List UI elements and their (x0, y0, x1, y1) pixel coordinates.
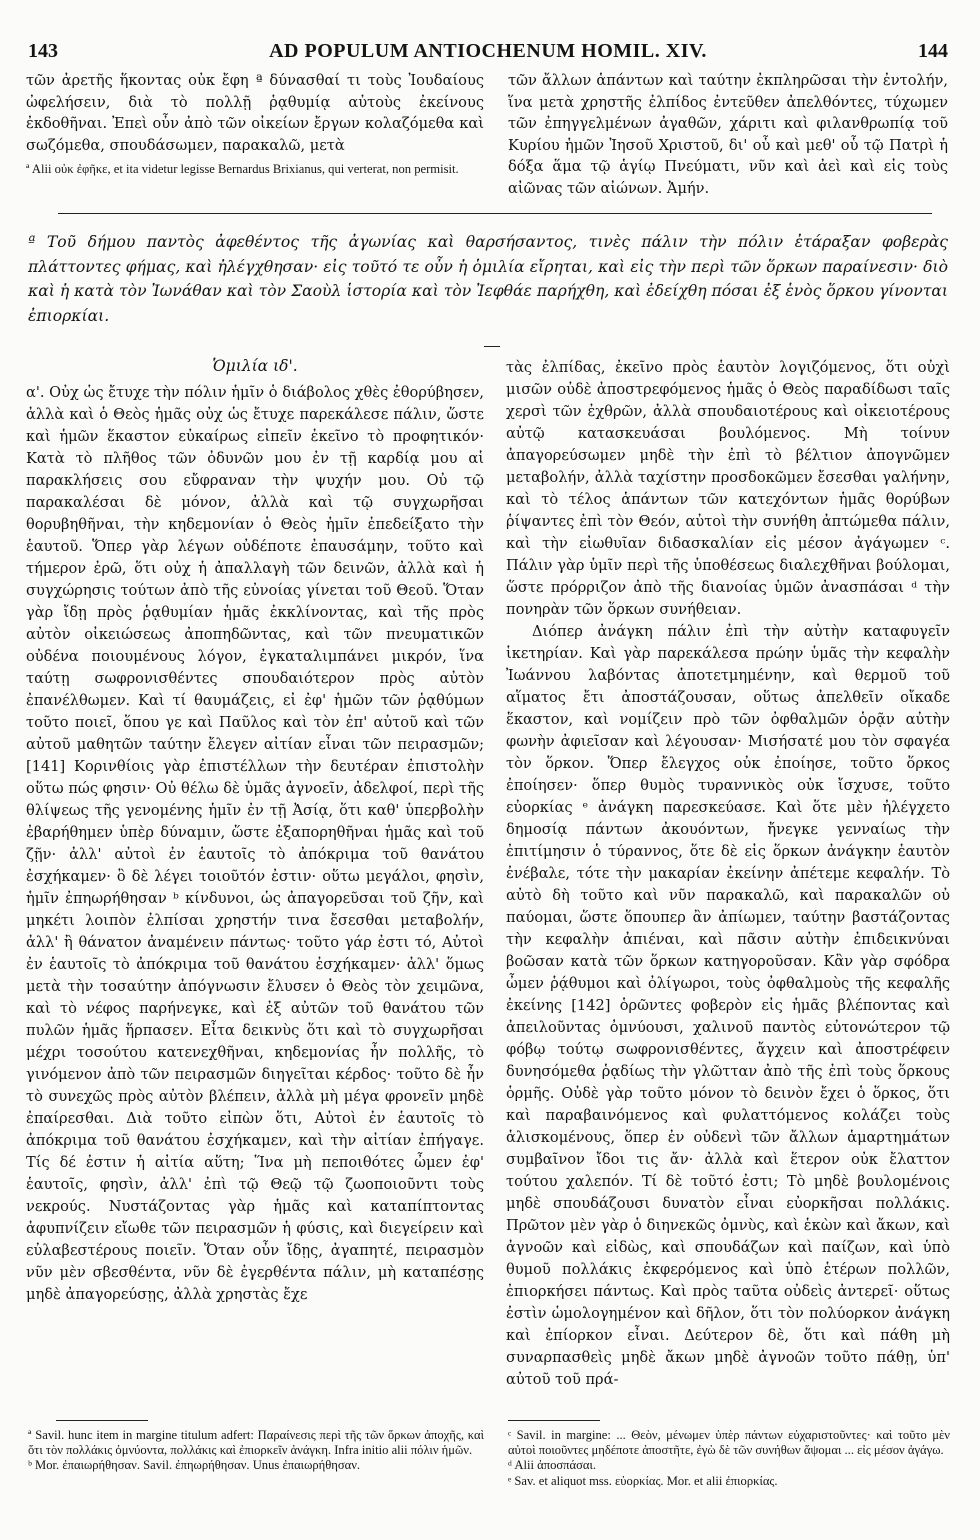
running-head (28, 40, 948, 64)
top-right-text: τῶν ἄλλων ἁπάντων καὶ ταύτην ἐκπληρῶσαι τὴν ἐντολήν, ἵνα μετὰ χρηστῆς ἐλπίδος ἐντεῦθεν ἀπελθόντες, τύχωμεν τῶν ἐπηγγελμένων ἀγαθῶν, χάριτι καὶ φιλανθρωπίᾳ τοῦ Κυρίου ἡμῶν Ἰησοῦ Χριστοῦ, δι' οὗ καὶ μεθ' οὗ τῷ Πατρὶ ἡ δόξα ἅμα τῷ ἁγίῳ Πνεύματι, νῦν καὶ ἀεὶ καὶ εἰς τοὺς αἰῶνας τῶν αἰώνων. Ἀμήν. (508, 72, 948, 197)
body-left-column (26, 382, 484, 1306)
footnote: ᶜ Savil. in margine: ... Θεὸν, μένωμεν ὑπὲρ πάντων εὐχαριστοῦντες· καὶ τοῦτο μὲν αὐτοὶ ποιοῦντες μηδέποτε ἀποστῆτε, ἐγὼ δὲ τῶν συνήθων ἅψομαι ... εἰς μέσον ἀγάγω. (508, 1428, 950, 1457)
section-divider (58, 213, 932, 214)
top-left-footnote: ª Alii οὐκ ἐφῆκε, et ita videtur legisse Bernardus Brixianus, qui verterat, non permisit. (26, 162, 459, 177)
footnotes-right (508, 1428, 950, 1489)
running-title: AD POPULUM ANTIOCHENUM HOMIL. XIV. (269, 40, 707, 62)
top-right-column (508, 70, 948, 200)
page-number-left: 143 (28, 40, 58, 62)
footnote-rule-left (56, 1420, 148, 1421)
top-left-text: τῶν ἀρετῆς ἥκοντας οὐκ ἔφη ª δύνασθαί τι τοὺς Ἰουδαίους ὠφελήσειν, διὰ τὸ πολλῇ ῥᾳθυμίᾳ αὐτοὺς ἐκείνους ἐκδοθῆναι. Ἐπεὶ οὖν ἀπὸ τῶν οἰκείων ἔργων κολαζόμεθα καὶ σωζόμεθα, σπουδάσωμεν, παρακαλῶ, μετὰ (26, 72, 484, 154)
footnote: ᵈ Alii ἀποσπάσαι. (508, 1458, 597, 1472)
top-left-column (26, 70, 484, 177)
footnote: ª Savil. hunc item in margine titulum adfert: Παραίνεσις περὶ τῆς τῶν ὅρκων ἀποχῆς, καὶ ὅτι τὸν πολλάκις ὀμνύοντα, πολλάκις καὶ ἐπιορκεῖν ἀνάγκη. Infra initio alii πόλιν ἡμῶν. (28, 1428, 484, 1457)
homily-argument: ª Τοῦ δήμου παντὸς ἀφεθέντος τῆς ἀγωνίας καὶ θαρσήσαντος, τινὲς πάλιν τὴν πόλιν ἐτάραξαν φοβερὰς πλάττοντες φήμας, καὶ ἠλέγχθησαν· εἰς τοῦτό τε οὖν ἡ ὁμιλία εἴρηται, καὶ εἰς τὴν περὶ τῶν ὅρκων παραίνεσιν· διὸ καὶ ἡ κατὰ τὸν Ἰωνάθαν καὶ τὸν Σαοὺλ ἱστορία καὶ τὸν Ἰεφθάε παρήχθη, καὶ ἐδείχθη πόσαι ἐξ ἑνὸς ὅρκου γίνονται ἐπιορκίαι. (28, 233, 948, 325)
footnote-rule-right (508, 1420, 600, 1421)
short-divider (484, 346, 500, 347)
homily-title: Ὁμιλία ιδ'. (212, 357, 298, 375)
body-right-paragraph: Διόπερ ἀνάγκη πάλιν ἐπὶ τὴν αὐτὴν καταφυγεῖν ἱκετηρίαν. Καὶ γὰρ παρεκάλεσα πρώην ὑμᾶς τὴν κεφαλὴν Ἰωάννου λαβόντας ἀποτετμημένην, καὶ θερμοῦ τοῦ αἵματος ἔτι ἀποστάζουσαν, οὕτως ἀπελθεῖν οἴκαδε ἕκαστον, καὶ νομίζειν πρὸ τῶν ὀφθαλμῶν ὁρᾷν αὐτὴν φωνὴν ἀφιεῖσαν καὶ λέγουσαν· Μισήσατέ μου τὸν σφαγέα τὸν ὅρκον. Ὅπερ ἔλεγχος οὐκ ἐποίησε, τοῦτο ὅρκος ἐποίησεν· ὅπερ θυμὸς τυραννικὸς οὐκ ἴσχυσε, τοῦτο εὐορκίας ᵉ ἀνάγκη παρεσκεύασε. Καὶ ὅτε μὲν ἠλέγχετο δημοσίᾳ πάντων ἀκουόντων, ἤνεγκε γενναίως τὴν ἐπιτίμησιν ὁ τύραννος, ὅτε δὲ εἰς ὅρκων ἀνάγκην ἑαυτὸν ἐνέβαλε, τότε τὴν μακαρίαν ἐκείνην ἀπέτεμε κεφαλήν. Τὸ αὐτὸ δὴ τοῦτο καὶ νῦν παρακαλῶ, καὶ παρακαλῶν οὐ παύομαι, ὥστε ὅπουπερ ἂν ἀπίωμεν, ταύτην βαστάζοντας τὴν κεφαλὴν ἀπιέναι, καὶ πᾶσιν αὐτὴν ἐπιδεικνύναι βοῶσαν κατὰ τῶν ὅρκων κατηγοροῦσαν. Κἂν γὰρ σφόδρα ὦμεν ῥᾴθυμοι καὶ ὀλίγωροι, τοὺς ὀφθαλμοὺς τῆς κεφαλῆς ἐκείνης [142] ὁρῶντες φοβερὸν εἰς ἡμᾶς βλέποντας καὶ ἀπειλοῦντας ὀμνύουσι, χαλινοῦ παντὸς εὐτονώτερον τῷ φόβῳ τούτῳ σωφρονισθέντες, ἄγχειν καὶ ἀποστρέφειν δυνησόμεθα ῥᾳδίως τὴν γλῶτταν ἀπὸ τῆς ἐπὶ τοὺς ὅρκους ὁρμῆς. Οὐδὲ γὰρ τοῦτο μόνον τὸ δεινὸν ἔχει ὁ ὅρκος, ὅτι καὶ παραβαινόμενος καὶ φυλαττόμενος κολάζει τοὺς ἁλισκομένους, ὅπερ ἐν οὐδενὶ τῶν ἄλλων ἁμαρτημάτων συμβαῖνον ἴδοι τις ἄν· ἀλλὰ καὶ ἕτερον οὐκ ἔλαττον τούτου χαλεπόν. Τί δὲ τοῦτό ἐστι; Τὸ μηδὲ βουλομένοις μηδὲ σπουδάζουσι δυνατὸν εἶναι εὐορκῆσαι πολλάκις. Πρῶτον μὲν γὰρ ὁ διηνεκῶς ὀμνὺς, καὶ ἑκὼν καὶ ἄκων, καὶ ἀγνοῶν καὶ εἰδὼς, καὶ σπουδάζων καὶ παίζων, καὶ ὑπὸ θυμοῦ πολλάκις ἐκφερόμενος καὶ ὑπὸ ἑτέρων πολλῶν, ἐπιορκήσει πάντως. Καὶ πρὸς ταῦτα οὐδεὶς ἀντερεῖ· οὕτως ἐστὶν ὡμολογημένον καὶ δῆλον, ὅτι τὸν πολύορκον ἀνάγκη καὶ ἐπίορκον εἶναι. Δεύτερον δὲ, ὅτι καὶ πάθη μὴ συναρπασθεὶς μηδὲ ἄκων μηδὲ ἀγνοῶν τοῦτο πάθῃ, ὑπ' αὐτοῦ τοῦ πρά- (506, 623, 950, 1388)
footnote: ᵉ Sav. et aliquot mss. εὐορκίας. Mor. et alii ἐπιορκίας. (508, 1473, 778, 1488)
footnotes-left (28, 1428, 484, 1474)
body-right-paragraph: τὰς ἐλπίδας, ἐκεῖνο πρὸς ἑαυτὸν λογιζόμενος, ὅτι οὐχὶ μισῶν οὐδὲ ἀποστρεφόμενος ἡμᾶς ὁ Θεὸς παραδίδωσι ταῖς χερσὶ τῶν ἐχθρῶν, ἀλλὰ σπουδαιοτέρους καὶ οἰκειοτέρους αὐτῷ κατασκευάσαι βουλόμενος. Μὴ τοίνυν ἀπαγορεύσωμεν μηδὲ τὴν ἐπὶ τὸ βέλτιον ἀπογνῶμεν μεταβολήν, ἀλλὰ ταχίστην προσδοκῶμεν ἔσεσθαι γαλήνην, καὶ τὸ τέλος ἁπάντων τῶν κατεχόντων ἡμᾶς θορύβων ῥίψαντες ἐπὶ τὸν Θεόν, αὐτοὶ τὴν συνήθη ἀπτώμεθα πάλιν, καὶ τὴν εἰωθυῖαν διδασκαλίαν εἰς μέσον ἀγάγωμεν ᶜ. Πάλιν γὰρ ὑμῖν περὶ τῆς ὑποθέσεως διαλεχθῆναι βούλομαι, ὥστε πρόρριζον ἀπὸ τῆς διανοίας ὑμῶν ἀνασπάσαι ᵈ τὴν πονηρὰν τῶν ὅρκων συνήθειαν. (506, 359, 950, 618)
page-number-right: 144 (918, 40, 948, 62)
body-left-paragraph: α'. Οὐχ ὡς ἔτυχε τὴν πόλιν ἡμῖν ὁ διάβολος χθὲς ἐθορύβησεν, ἀλλὰ καὶ ὁ Θεὸς ἡμᾶς οὐχ ὡς ἔτυχε παρεκάλεσε πάλιν, ὥστε καὶ ἡμῶν ἕκαστον εὐκαίρως εἰπεῖν ἐκεῖνο τὸ προφητικόν· Κατὰ τὸ πλῆθος τῶν ὀδυνῶν μου ἐν τῇ καρδίᾳ μου αἱ παρακλήσεις σου εὔφραναν τὴν ψυχήν μου. Οὐ τῷ παρακαλέσαι δὲ μόνον, ἀλλὰ καὶ τῷ συγχωρῆσαι θορυβηθῆναι, τὴν κηδεμονίαν ὁ Θεὸς ἡμῖν ἐπεδείξατο τὴν ἑαυτοῦ. Ὅπερ γὰρ λέγων οὐδέποτε ἐπαυσάμην, τοῦτο καὶ τήμερον ἐρῶ, ὅτι οὐχ ἡ ἀπαλλαγὴ τῶν δεινῶν, ἀλλὰ καὶ ἡ συγχώρησις τούτων ἀπὸ τῆς εὐνοίας γίνεται τοῦ Θεοῦ. Ὅταν γὰρ ἴδῃ πρὸς ῥᾳθυμίαν ἡμᾶς ἐκκλίνοντας, καὶ τῆς πρὸς αὐτὸν οἰκειώσεως ἀποπηδῶντας, καὶ τῶν πνευματικῶν οὐδένα ποιουμένους λόγον, ἐγκαταλιμπάνει μικρόν, ἵνα ταύτῃ σωφρονισθέντες σπουδαιότερον πρὸς αὐτὸν ἐπανέλθωμεν. Καὶ τί θαυμάζεις, εἰ ἐφ' ἡμῶν τῶν ῥᾳθύμων τοῦτο ποιεῖ, ὅπου γε καὶ Παῦλος καὶ τὸν ἐπ' αὐτοῦ καὶ τῶν αὐτοῦ μαθητῶν ταύτην ἔλεγεν αἰτίαν εἶναι τῶν πειρασμῶν; [141] Κορινθίοις γὰρ ἐπιστέλλων τὴν δευτέραν ἐπιστολὴν οὕτω πώς φησιν· Οὐ θέλω δὲ ὑμᾶς ἀγνοεῖν, ἀδελφοί, περὶ τῆς θλίψεως τῆς γενομένης ἡμῖν ἐν τῇ Ἀσίᾳ, ὅτι καθ' ὑπερβολὴν ἐβαρήθημεν ὑπὲρ δύναμιν, ὥστε ἐξαπορηθῆναι ἡμᾶς καὶ τοῦ ζῇν· ἀλλ' αὐτοὶ ἐν ἑαυτοῖς τὸ ἀπόκριμα τοῦ θανάτου ἐσχήκαμεν· ὃ δὲ λέγει τοιοῦτόν ἐστιν· οὕτω μεγάλοι, φησὶν, ἡμῖν ἐπηωρήθησαν ᵇ κίνδυνοι, ὡς ἀπαγορεῦσαι τοῦ ζῆν, καὶ μηκέτι λοιπὸν ἐλπίσαι χρηστήν τινα ἔσεσθαι μεταβολήν, ἀλλ' ἢ θάνατον ἀναμένειν πάντως· τοῦτο γάρ ἐστι τό, Αὐτοὶ ἐν ἑαυτοῖς τὸ ἀπόκριμα τοῦ θανάτου ἐσχήκαμεν· ἀλλ' ὅμως μετὰ τὴν τοσαύτην ἀπόγνωσιν ἔλυσεν ὁ Θεὸς τὸν χειμῶνα, καὶ τὸ νέφος παρήνεγκε, καὶ ἐξ αὐτῶν τοῦ θανάτου τῶν πυλῶν ἡμᾶς ἥρπασεν. Εἶτα δεικνὺς ὅτι καὶ τὸ συγχωρῆσαι μέχρι τοσούτου κατενεχθῆναι, κηδεμονίας ἦν πολλῆς, τὸ γινόμενον ἀπὸ τῶν πειρασμῶν διηγεῖται κέρδος· τοῦτο δὲ ἦν τὸ συνεχῶς πρὸς αὐτὸν βλέπειν, ἀλλὰ μὴ μέγα φρονεῖν μηδὲ ἐπαίρεσθαι. Διὰ τοῦτο εἰπὼν ὅτι, Αὐτοὶ ἐν ἑαυτοῖς τὸ ἀπόκριμα τοῦ θανάτου ἐσχήκαμεν, καὶ τὴν αἰτίαν ἐπήγαγε. Τίς δέ ἐστιν ἡ αἰτία αὕτη; Ἵνα μὴ πεποιθότες ὦμεν ἐφ' ἑαυτοῖς, φησὶν, ἀλλ' ἐπὶ τῷ Θεῷ τῷ ζωοποιοῦντι τοὺς νεκρούς. Νυστάζοντας γὰρ ἡμᾶς καὶ καταπίπτοντας ἀφυπνίζειν εἴωθε τῶν πειρασμῶν ἡ φύσις, καὶ διεγείρειν καὶ εὐλαβεστέρους ποιεῖν. Ὅταν οὖν ἴδῃς, ἀγαπητέ, πειρασμὸν νῦν μὲν σβεσθέντα, νῦν δὲ ἐγερθέντα πάλιν, μὴ καταπέσῃς μηδὲ ἀπαγορεύσῃς, ἀλλὰ χρηστὰς ἔχε (26, 384, 484, 1303)
body-right-column (506, 357, 950, 1391)
footnote: ᵇ Mor. ἐπαιωρήθησαν. Savil. ἐπηωρήθησαν. Unus ἐπαιωρήθησαν. (28, 1458, 361, 1472)
